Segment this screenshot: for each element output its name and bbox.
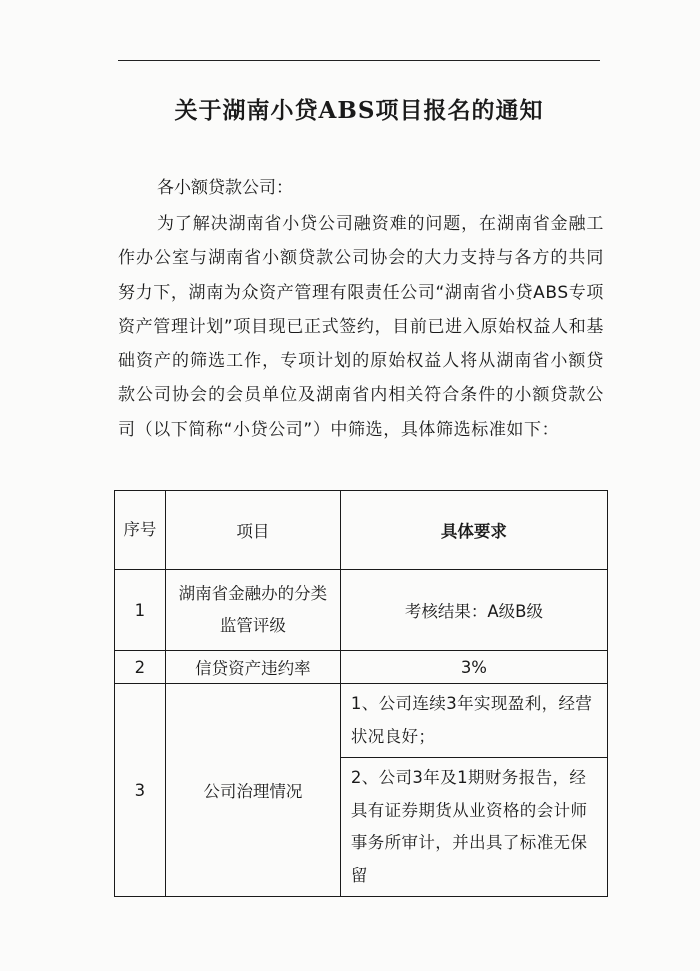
document-title: 关于湖南小贷ABS项目报名的通知 bbox=[174, 97, 544, 124]
header-requirement: 具体要求 bbox=[340, 491, 607, 570]
row-item: 湖南省金融办的分类监管评级 bbox=[165, 570, 340, 651]
row-requirement: 3% bbox=[340, 651, 607, 684]
row-item: 信贷资产违约率 bbox=[165, 651, 340, 684]
header-rule bbox=[118, 60, 600, 61]
row-requirement-group bbox=[340, 684, 607, 897]
header-no: 序号 bbox=[115, 491, 166, 570]
row-no: 3 bbox=[115, 684, 166, 897]
table-row bbox=[115, 570, 608, 651]
salutation: 各小额贷款公司： bbox=[157, 178, 293, 198]
header-item: 项目 bbox=[165, 491, 340, 570]
table-row bbox=[115, 684, 608, 897]
table-header-row bbox=[115, 491, 608, 570]
row-no: 2 bbox=[115, 651, 166, 684]
row-no: 1 bbox=[115, 570, 166, 651]
requirement-item: 1、公司连续3年实现盈利，经营状况良好； bbox=[350, 694, 593, 746]
table-row bbox=[115, 651, 608, 684]
body-paragraph: 为了解决湖南省小贷公司融资难的问题，在湖南省金融工作办公室与湖南省小额贷款公司协会的大力支持与各方的共同努力下，湖南为众资产管理有限责任公司“湖南省小贷ABS专项资产管理计划”项目现已正式签约，目前已进入原始权益人和基础资产的筛选工作，专项计划的原始权益人将从湖南省小额贷款公司协会的会员单位及湖南省内相关符合条件的小额贷款公司（以下简称“小贷公司”）中筛选，具体筛选标准如下： bbox=[118, 214, 604, 440]
row-requirement: 考核结果：A级B级 bbox=[340, 570, 607, 651]
requirement-item: 2、公司3年及1期财务报告，经具有证券期货从业资格的会计师事务所审计，并出具了标准无保留 bbox=[341, 757, 607, 896]
criteria-table bbox=[114, 490, 608, 897]
row-item: 公司治理情况 bbox=[165, 684, 340, 897]
